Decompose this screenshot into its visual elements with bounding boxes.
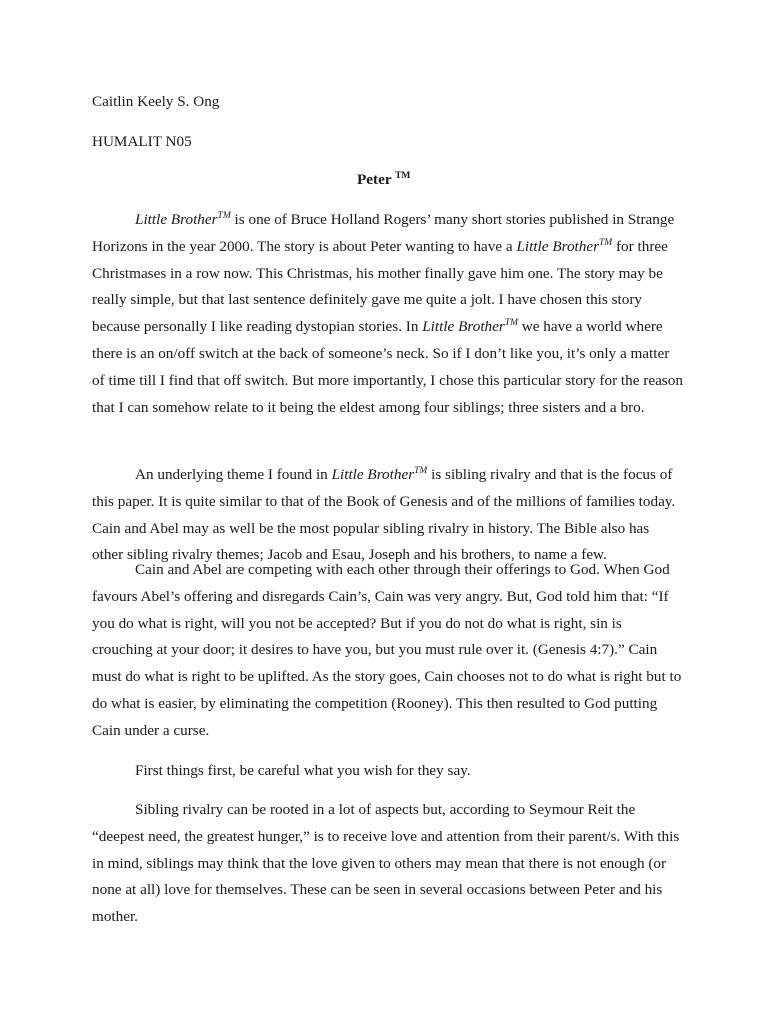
line-text: Horizons in the year 2000. The story is about Peter wanting to have a: [92, 237, 517, 255]
paragraph-3-line: [92, 615, 622, 633]
essay-title-text: Peter: [357, 171, 392, 188]
paragraph-1-line: [92, 238, 668, 256]
trademark-mark: TM: [217, 211, 231, 221]
paragraph-4-line: [135, 762, 471, 780]
line-text: there is an on/off switch at the back of someone’s neck. So if I don’t like you, it’s only a matter: [92, 345, 670, 362]
author-name: Caitlin Keely S. Ong: [92, 93, 220, 110]
line-text: First things first, be careful what you wish for they say.: [135, 762, 471, 779]
paragraph-1-line: [92, 399, 645, 417]
essay-title: [357, 171, 410, 189]
paragraph-1-line: [92, 372, 683, 390]
line-text: this paper. It is quite similar to that of the Book of Genesis and of the millions of families today.: [92, 492, 676, 510]
paragraph-5-line: [92, 828, 679, 846]
story-title-italic: Little Brother: [516, 237, 599, 255]
line-text: Christmases in a row now. This Christmas, his mother finally gave him one. The story may be: [92, 264, 663, 282]
paragraph-5-line: [92, 908, 138, 926]
line-text: that I can somehow relate to it being the eldest among four siblings; three sisters and a bro.: [92, 398, 645, 416]
paragraph-3-line: [92, 695, 657, 713]
line-text: must do what is right to be uplifted. As the story goes, Cain chooses not to do what is right but to: [92, 668, 682, 686]
paragraph-3-line: [92, 641, 657, 659]
paragraph-5-line: [92, 881, 662, 899]
line-text: mother.: [92, 908, 138, 926]
line-text: Cain and Abel are competing with each other through their offerings to God. When God: [135, 561, 670, 578]
course-code: HUMALIT N05: [92, 133, 192, 150]
paragraph-3-line: [92, 722, 209, 740]
line-text: favours Abel’s offering and disregards Cain’s, Cain was very angry. But, God told him that: “If: [92, 587, 669, 605]
paragraph-5-line: [92, 855, 666, 873]
line-text: you do what is right, will you not be accepted? But if you do not do what is right, sin is: [92, 614, 622, 632]
line-text-rest: is one of Bruce Holland Rogers’ many short stories published in Strange: [230, 211, 675, 228]
trademark-mark: TM: [599, 237, 613, 248]
line-text: really simple, but that last sentence definitely gave me quite a jolt. I have chosen this story: [92, 291, 642, 309]
line-text: of time till I find that off switch. But more importantly, I chose this particular story for the reason: [92, 371, 683, 389]
trademark-mark: TM: [395, 171, 411, 181]
line-text-rest: we have a world where: [517, 318, 663, 336]
line-text: crouching at your door; it desires to have you, but you must rule over it. (Genesis 4:7).” Cain: [92, 641, 658, 659]
story-title-italic: Little Brother: [331, 466, 415, 483]
paragraph-5-line: [135, 801, 635, 819]
line-text: Cain and Abel may as well be the most popular sibling rivalry in history. The Bible also has: [92, 519, 650, 537]
paragraph-2-line: [92, 520, 649, 538]
line-text-rest: is sibling rivalry and that is the focus of: [427, 466, 673, 483]
line-text: Sibling rivalry can be rooted in a lot of aspects but, according to Seymour Reit the: [135, 801, 636, 818]
paragraph-1-line: [135, 211, 674, 229]
line-text: because personally I like reading dystopian stories. In: [92, 318, 423, 336]
line-text: in mind, siblings may think that the love given to others may mean that there is not enough (or: [92, 854, 667, 872]
paragraph-3-line: [92, 588, 669, 606]
paragraph-1-line: [92, 318, 663, 336]
paragraph-1-line: [92, 345, 669, 363]
story-title-italic: Little Brother: [135, 211, 218, 228]
trademark-mark: TM: [504, 318, 518, 329]
line-text-rest: for three: [612, 237, 668, 255]
paragraph-2-line: [135, 466, 672, 484]
line-text: An underlying theme I found in: [135, 466, 332, 483]
paragraph-3-line: [92, 668, 681, 686]
line-text: Cain under a curse.: [92, 721, 210, 739]
paragraph-2-line: [92, 493, 675, 511]
line-text: “deepest need, the greatest hunger,” is to receive love and attention from their parent/s. With this: [92, 827, 680, 845]
line-text: do what is easier, by eliminating the competition (Rooney). This then resulted to God putting: [92, 695, 658, 712]
paragraph-1-line: [92, 265, 663, 283]
line-text: none at all) love for themselves. These can be seen in several occasions between Peter and his: [92, 881, 663, 899]
line-text: other sibling rivalry themes; Jacob and Esau, Joseph and his brothers, to name a few.: [92, 546, 607, 564]
paragraph-3-line: [135, 561, 670, 579]
paragraph-1-line: [92, 291, 642, 309]
story-title-italic: Little Brother: [422, 318, 505, 336]
trademark-mark: TM: [414, 466, 428, 476]
